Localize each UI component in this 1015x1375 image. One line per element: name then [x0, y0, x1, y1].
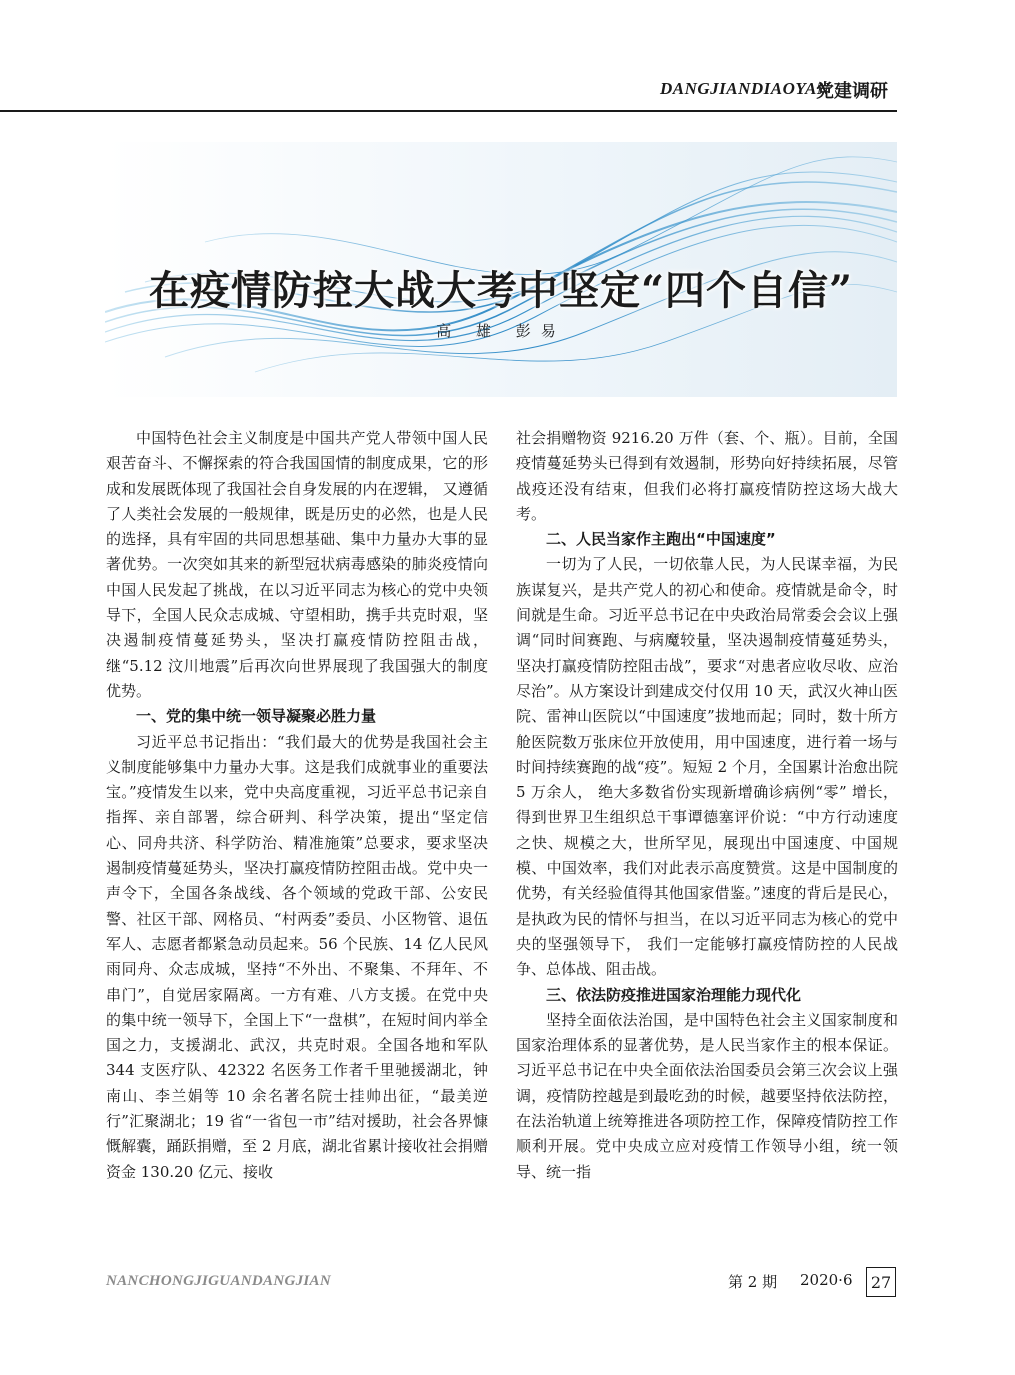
header-column-name: 党建调研	[816, 81, 888, 102]
footer-journal-pinyin: NANCHONGJIGUANDANGJIAN	[106, 1273, 331, 1289]
article-title: 在疫情防控大战大考中坚定“四个自信”	[148, 267, 853, 314]
paragraph: 习近平总书记指出：“我们最大的优势是我国社会主义制度能够集中力量办大事。这是我们成就事业的重要法宝。”疫情发生以来，党中央高度重视，习近平总书记亲自指挥、亲自部署，综合研判、科学决策，提出“坚定信心、同舟共济、科学防治、精准施策”总要求，要求坚决遏制疫情蔓延势头，坚决打赢疫情防控阻击战。党中央一声令下，全国各条战线、各个领域的党政干部、公安民警、社区干部、网格员、“村两委”委员、小区物管、退伍军人、志愿者都紧急动员起来。56 个民族、14 亿人民风雨同舟、众志成城，坚持“不外出、不聚集、不拜年、不串门”，自觉居家隔离。一方有难、八方支援。在党中央的集中统一领导下，全国上下“一盘棋”，在短时间内举全国之力，支援湖北、武汉，共克时艰。全国各地和军队 344 支医疗队、42322 名医务工作者千里驰援湖北，钟南山、李兰娟等 10 余名著名院士挂帅出征，“最美逆行”汇聚湖北；19 省“一省包一市”结对援助，社会各界慷慨解囊，踊跃捐赠，至 2 月底，湖北省累计接收社会捐赠资金 130.20 亿元、接收	[106, 732, 488, 1181]
section-heading: 一、党的集中统一领导凝聚必胜力量	[136, 707, 377, 726]
paragraph: 一切为了人民，一切依靠人民，为人民谋幸福，为民族谋复兴，是共产党人的初心和使命。疫情就是命令，时间就是生命。习近平总书记在中央政治局常委会会议上强调“同时间赛跑、与病魔较量，坚决遏制疫情蔓延势头，坚决打赢疫情防控阻击战”，要求“对患者应收尽收、应治尽治”。从方案设计到建成交付仅用 10 天，武汉火神山医院、雷神山医院以“中国速度”拔地而起；同时，数十所方舱医院数万张床位开放使用，用中国速度，进行着一场与时间持续赛跑的战“疫”。短短 2 个月，全国累计治愈出院 5 万余人， 绝大多数省份实现新增确诊病例“零” 增长， 得到世界卫生组织总干事谭德塞评价说：“中方行动速度之快、规模之大，世所罕见，展现出中国速度、中国规模、中国效率，我们对此表示高度赞赏。这是中国制度的优势，有关经验值得其他国家借鉴。”速度的背后是民心，是执政为民的情怀与担当，在以习近平同志为核心的党中央的坚强领导下， 我们一定能够打赢疫情防控的人民战争、总体战、阻击战。	[516, 555, 898, 979]
page-number: 27	[866, 1267, 896, 1297]
header-rule	[0, 110, 897, 112]
article-authors: 高 雄 彭易	[436, 322, 566, 340]
section-heading: 三、依法防疫推进国家治理能力现代化	[546, 985, 802, 1004]
title-banner	[105, 142, 897, 397]
left-column	[106, 426, 488, 1185]
right-column	[516, 426, 898, 1185]
paragraph: 坚持全面依法治国，是中国特色社会主义国家制度和国家治理体系的显著优势，是人民当家作主的根本保证。习近平总书记在中央全面依法治国委员会第三次会议上强调，疫情防控越是到最吃劲的时候，越要坚持依法防控，在法治轨道上统筹推进各项防控工作，保障疫情防控工作顺利开展。党中央成立应对疫情工作领导小组，统一领导、统一指	[516, 1010, 898, 1181]
paragraph: 社会捐赠物资 9216.20 万件（套、个、瓶）。目前，全国疫情蔓延势头已得到有效遏制，形势向好持续拓展，尽管战疫还没有结束，但我们必将打赢疫情防控这场大战大考。	[516, 429, 898, 523]
header-journal-pinyin: DANGJIANDIAOYAN	[660, 79, 830, 98]
footer-date: 2020·6	[800, 1271, 853, 1289]
paragraph: 中国特色社会主义制度是中国共产党人带领中国人民艰苦奋斗、不懈探索的符合我国国情的制度成果，它的形成和发展既体现了我国社会自身发展的内在逻辑， 又遵循了人类社会发展的一般规律，既是历史的必然，也是人民的选择，具有牢固的共同思想基础、集中力量办大事的显著优势。一次突如其来的新型冠状病毒感染的肺炎疫情向中国人民发起了挑战，在以习近平同志为核心的党中央领导下，全国人民众志成城、守望相助，携手共克时艰，坚决遏制疫情蔓延势头，坚决打赢疫情防控阻击战，继“5.12 汶川地震”后再次向世界展现了我国强大的制度优势。	[106, 429, 488, 700]
footer-issue: 第 2 期	[728, 1273, 778, 1291]
section-heading: 二、人民当家作主跑出“中国速度”	[546, 530, 776, 549]
